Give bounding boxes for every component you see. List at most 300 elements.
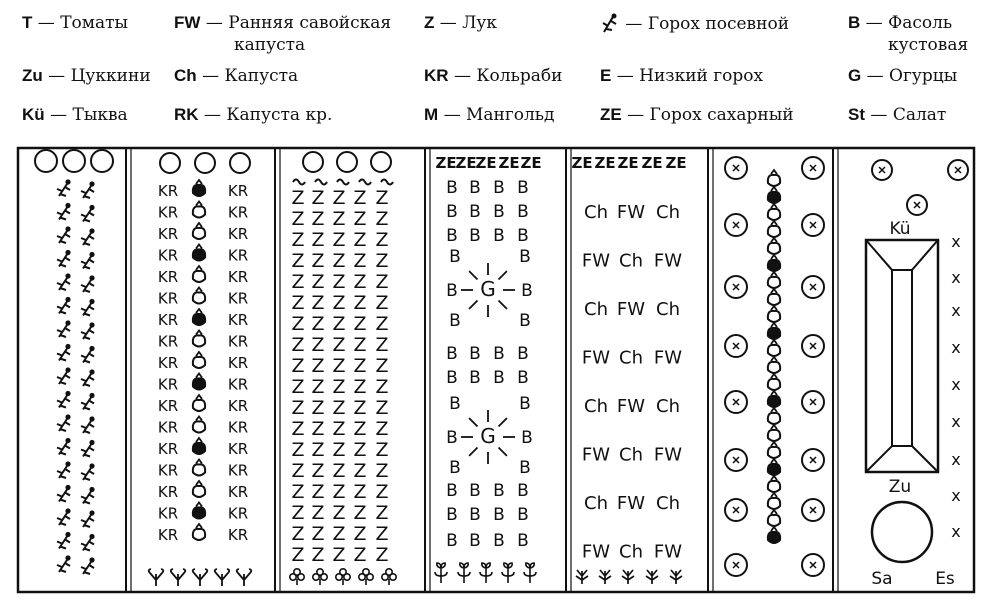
chard-icon bbox=[768, 340, 780, 356]
sprig-pod bbox=[89, 181, 94, 186]
chard-top bbox=[771, 221, 777, 225]
chard-top bbox=[196, 438, 202, 442]
bush-bean-label: B bbox=[469, 226, 481, 246]
pea-sprig-icon bbox=[81, 205, 95, 222]
cucumber-ray bbox=[469, 271, 477, 279]
onion-label: Z bbox=[332, 229, 346, 251]
kohlrabi-label: KR bbox=[227, 354, 249, 372]
sprig-pod bbox=[89, 228, 94, 233]
onion-label: Z bbox=[311, 544, 325, 566]
sprig-pod bbox=[89, 510, 94, 515]
onion-label: Z bbox=[291, 187, 305, 209]
onion-label: Z bbox=[291, 292, 305, 314]
onion-label: Z bbox=[375, 292, 389, 314]
lettuce-cross bbox=[810, 343, 816, 349]
onion-label: Z bbox=[353, 187, 367, 209]
chard-icon bbox=[768, 391, 780, 407]
chard-body bbox=[768, 379, 780, 390]
lettuce-cross bbox=[810, 507, 816, 513]
sprig-pod bbox=[89, 487, 94, 492]
bush-bean-label: B bbox=[517, 531, 529, 551]
chard-leaf-icon bbox=[336, 569, 350, 585]
kohlrabi-label: KR bbox=[227, 375, 249, 394]
onion-label: Z bbox=[375, 271, 389, 293]
onion-label: Z bbox=[311, 208, 325, 230]
onion-label: Z bbox=[291, 355, 305, 377]
cabbage-label: FW bbox=[653, 250, 683, 272]
zucchini-frame-outer bbox=[866, 240, 938, 472]
chard-top bbox=[771, 323, 777, 327]
sprout-icon bbox=[502, 563, 514, 583]
kohlrabi-label: KR bbox=[227, 332, 249, 351]
onion-label: Z bbox=[332, 460, 346, 482]
kohlrabi-label: KR bbox=[227, 461, 249, 480]
bush-bean-label: B bbox=[446, 178, 458, 198]
chard-top bbox=[771, 340, 777, 344]
onion-label: Z bbox=[332, 355, 346, 377]
onion-label: Z bbox=[311, 481, 325, 503]
leaf bbox=[336, 574, 342, 580]
bush-bean-label: B bbox=[493, 368, 505, 388]
cucumber-ray bbox=[499, 418, 507, 426]
chard-top bbox=[196, 223, 202, 227]
onion-label: Z bbox=[291, 229, 305, 251]
kohlrabi-label: KR bbox=[227, 182, 249, 200]
bush-bean-label: B bbox=[519, 311, 531, 331]
bush-bean-label: B bbox=[517, 202, 529, 222]
tomato-plant bbox=[35, 150, 57, 172]
onion-label: Z bbox=[311, 250, 325, 272]
legend-item-kohlrabi: KR — Кольраби bbox=[424, 66, 563, 86]
chard-body bbox=[768, 243, 780, 254]
chard-icon bbox=[768, 527, 780, 543]
chard-top bbox=[771, 357, 777, 361]
lettuce-icon bbox=[237, 569, 252, 586]
pea-sprig-icon bbox=[81, 416, 95, 433]
sprout-icon bbox=[480, 563, 492, 583]
lettuce-cross bbox=[810, 562, 816, 568]
chard-top bbox=[196, 481, 202, 485]
pea-sprig-icon bbox=[57, 461, 71, 478]
cucumber-label: G bbox=[480, 277, 496, 301]
chard-icon bbox=[193, 309, 205, 325]
onion-label: Z bbox=[291, 502, 305, 524]
leaf bbox=[321, 574, 327, 580]
seedling-stroke bbox=[670, 570, 682, 584]
seedling-icon bbox=[576, 570, 588, 584]
bush-bean-label: B bbox=[493, 344, 505, 364]
sugar-pea-label: ZE bbox=[641, 154, 663, 172]
sprig-pod bbox=[89, 346, 94, 351]
kohlrabi-label: KR bbox=[227, 418, 249, 437]
onion-label: Z bbox=[291, 271, 305, 293]
pea-sprig-icon bbox=[81, 228, 95, 245]
lettuce-bed-circle bbox=[872, 502, 932, 562]
tomato-plant bbox=[303, 152, 323, 172]
lettuce-cross bbox=[955, 167, 961, 173]
cucumber-mark: x bbox=[951, 412, 961, 431]
bush-bean-label: B bbox=[493, 505, 505, 525]
onion-label: Z bbox=[311, 229, 325, 251]
lettuce-cross bbox=[914, 202, 920, 208]
chard-icon bbox=[768, 493, 780, 509]
sugar-pea-label: ZE bbox=[455, 154, 477, 172]
leaf bbox=[298, 574, 304, 580]
pea-sprig-icon bbox=[81, 275, 95, 292]
chard-icon bbox=[768, 357, 780, 373]
onion-label: Z bbox=[332, 481, 346, 503]
cabbage-label: FW bbox=[653, 541, 683, 563]
lettuce-cross bbox=[879, 167, 885, 173]
seedling-stroke bbox=[622, 570, 634, 584]
chard-body bbox=[768, 532, 780, 543]
chard-icon bbox=[193, 417, 205, 433]
kohlrabi-label: KR bbox=[157, 203, 179, 222]
seedling-stroke bbox=[646, 570, 658, 584]
lettuce-stroke bbox=[149, 569, 164, 586]
onion-label: Z bbox=[375, 376, 389, 398]
pea-sprig-icon bbox=[57, 532, 71, 549]
pea-sprig-icon bbox=[57, 508, 71, 525]
cucumber-mark: x bbox=[951, 522, 961, 541]
chard-top bbox=[771, 442, 777, 446]
seedling-stroke bbox=[599, 570, 611, 584]
chard-icon bbox=[768, 323, 780, 339]
lettuce-cross bbox=[810, 222, 816, 228]
pea-sprig-icon bbox=[81, 181, 95, 198]
legend-item-low-pea: E — Низкий горох bbox=[600, 66, 764, 86]
sprout-stroke bbox=[435, 563, 447, 583]
cucumber-ray bbox=[499, 301, 507, 309]
chard-icon bbox=[768, 442, 780, 458]
chard-top bbox=[196, 524, 202, 528]
sprig-pod bbox=[65, 414, 70, 419]
leaf bbox=[313, 574, 319, 580]
pea-sprig-icon bbox=[57, 273, 71, 290]
bush-bean-label: B bbox=[517, 368, 529, 388]
pea-sprig-icon bbox=[81, 440, 95, 457]
seedling-icon bbox=[622, 570, 634, 584]
chard-body bbox=[193, 249, 205, 260]
onion-label: Z bbox=[353, 334, 367, 356]
kohlrabi-label: KR bbox=[157, 504, 179, 523]
chard-top bbox=[771, 170, 777, 174]
sprig-pod bbox=[65, 203, 70, 208]
onion-label: Z bbox=[375, 355, 389, 377]
onion-label: Z bbox=[375, 439, 389, 461]
kohlrabi-label: KR bbox=[157, 332, 179, 351]
tomato-plant bbox=[63, 150, 85, 172]
legend-item-tomatoes: T — Томаты bbox=[22, 13, 129, 33]
chard-body bbox=[193, 185, 205, 196]
legend-item-early-savoy: FW — Ранняя савойская капуста bbox=[174, 13, 392, 55]
chard-leaf-icon bbox=[313, 569, 327, 585]
chard-body bbox=[193, 292, 205, 303]
sprig-pod bbox=[89, 369, 94, 374]
chard-body bbox=[768, 413, 780, 424]
sprout-stroke bbox=[524, 563, 536, 583]
cabbage-label: Ch bbox=[619, 347, 643, 369]
pea-sprig-icon bbox=[57, 438, 71, 455]
chard-body bbox=[193, 271, 205, 282]
chard-body bbox=[768, 481, 780, 492]
bush-bean-label: B bbox=[446, 226, 458, 246]
kohlrabi-label: KR bbox=[157, 440, 179, 458]
onion-label: Z bbox=[353, 292, 367, 314]
pea-sprig-icon bbox=[81, 369, 95, 386]
cabbage-label: Ch bbox=[656, 202, 680, 223]
onion-label: Z bbox=[375, 208, 389, 230]
cucumber-mark: x bbox=[951, 486, 961, 505]
pea-sprig-icon bbox=[57, 555, 71, 572]
cabbage-label: FW bbox=[581, 347, 611, 369]
bush-bean-label: B bbox=[446, 505, 458, 525]
onion-label: Z bbox=[353, 418, 367, 440]
pea-sprig-icon bbox=[81, 510, 95, 527]
lettuce-sa-label: Sa bbox=[871, 569, 893, 589]
sprig-pod bbox=[65, 250, 70, 255]
onion-label: Z bbox=[375, 397, 389, 419]
onion-label: Z bbox=[375, 544, 389, 566]
onion-label: Z bbox=[375, 502, 389, 524]
onion-label: Z bbox=[332, 544, 346, 566]
onion-label: Z bbox=[311, 292, 325, 314]
sugar-pea-label: ZE bbox=[665, 154, 687, 172]
cabbage-label: Ch bbox=[619, 444, 643, 466]
bush-bean-label: B bbox=[469, 344, 481, 364]
bush-bean-label: B bbox=[521, 281, 533, 301]
cabbage-label: FW bbox=[616, 299, 646, 320]
chard-icon bbox=[193, 438, 205, 454]
chard-body bbox=[193, 378, 205, 389]
sprout-icon bbox=[524, 563, 536, 583]
pea-sprig-icon bbox=[57, 485, 71, 502]
chard-icon bbox=[768, 272, 780, 288]
chard-top bbox=[196, 503, 202, 507]
kohlrabi-label: KR bbox=[157, 375, 179, 394]
cucumber-ray bbox=[469, 448, 477, 456]
pea-sprig-icon bbox=[57, 320, 71, 337]
chard-body bbox=[193, 228, 205, 239]
chard-top bbox=[771, 204, 777, 208]
lettuce-stroke bbox=[215, 569, 230, 586]
pea-sprig-icon bbox=[81, 557, 95, 574]
kohlrabi-label: KR bbox=[157, 397, 179, 415]
chard-top bbox=[771, 255, 777, 259]
legend-item-sugar-pea: ZE — Горох сахарный bbox=[600, 105, 794, 125]
onion-label: Z bbox=[375, 250, 389, 272]
pea-sprig-icon bbox=[57, 297, 71, 314]
endive-es-label: Es bbox=[935, 569, 955, 589]
bush-bean-label: B bbox=[469, 178, 481, 198]
chard-icon bbox=[193, 180, 205, 196]
pea-sprig-icon bbox=[57, 179, 71, 196]
cabbage-label: FW bbox=[581, 541, 611, 563]
chard-body bbox=[768, 430, 780, 441]
leaf bbox=[367, 574, 373, 580]
cucumber-mark: x bbox=[951, 338, 961, 357]
chard-top bbox=[196, 288, 202, 292]
sprig-pod bbox=[89, 440, 94, 445]
chard-top bbox=[771, 493, 777, 497]
onion-label: Z bbox=[353, 250, 367, 272]
sugar-pea-label: ZE bbox=[475, 154, 497, 172]
bush-bean-label: B bbox=[446, 428, 458, 448]
onion-label: Z bbox=[332, 187, 346, 209]
cabbage-label: Ch bbox=[656, 299, 680, 320]
chard-icon bbox=[768, 289, 780, 305]
sprig-pod bbox=[89, 463, 94, 468]
chard-top bbox=[196, 374, 202, 378]
bed-1 bbox=[35, 150, 113, 574]
chard-body bbox=[768, 498, 780, 509]
chard-icon bbox=[193, 352, 205, 368]
chard-body bbox=[768, 311, 780, 322]
onion-label: Z bbox=[311, 313, 325, 335]
chard-top bbox=[771, 425, 777, 429]
lettuce-icon bbox=[149, 569, 164, 586]
chard-icon bbox=[768, 408, 780, 424]
sugar-pea-label: ZE bbox=[617, 154, 639, 172]
onion-label: Z bbox=[291, 481, 305, 503]
chard-body bbox=[768, 192, 780, 203]
bush-bean-label: B bbox=[493, 481, 505, 501]
kohlrabi-label: KR bbox=[227, 311, 249, 329]
cabbage-label: Ch bbox=[584, 202, 608, 223]
onion-label: Z bbox=[332, 292, 346, 314]
pea-sprig-icon bbox=[57, 226, 71, 243]
sprig-pod bbox=[89, 252, 94, 257]
bush-bean-label: B bbox=[493, 178, 505, 198]
chard-icon bbox=[193, 245, 205, 261]
kohlrabi-label: KR bbox=[227, 203, 249, 222]
sprig-pod bbox=[65, 344, 70, 349]
cucumber-label: G bbox=[480, 424, 496, 448]
chard-body bbox=[768, 294, 780, 305]
bush-bean-label: B bbox=[449, 394, 461, 414]
cucumber-mark: x bbox=[951, 232, 961, 251]
sugar-pea-label: ZE bbox=[571, 154, 593, 172]
low-pea-icon bbox=[337, 180, 349, 185]
lettuce-stroke bbox=[193, 569, 208, 586]
low-pea-icon bbox=[315, 180, 327, 185]
lettuce-cross bbox=[810, 457, 816, 463]
chard-icon bbox=[768, 459, 780, 475]
onion-label: Z bbox=[291, 208, 305, 230]
onion-label: Z bbox=[291, 439, 305, 461]
sugar-pea-label: ZE bbox=[435, 154, 457, 172]
cucumber-mark: x bbox=[951, 375, 961, 394]
kohlrabi-label: KR bbox=[227, 289, 249, 308]
onion-label: Z bbox=[353, 313, 367, 335]
chard-top bbox=[771, 272, 777, 276]
cucumber-mark: x bbox=[951, 301, 961, 320]
cucumber-ray bbox=[499, 271, 507, 279]
sugar-pea-label: ZE bbox=[594, 154, 616, 172]
bush-bean-label: B bbox=[493, 202, 505, 222]
chard-body bbox=[768, 464, 780, 475]
onion-label: Z bbox=[353, 439, 367, 461]
cabbage-label: Ch bbox=[584, 299, 608, 320]
chard-top bbox=[196, 245, 202, 249]
chard-body bbox=[768, 515, 780, 526]
onion-label: Z bbox=[311, 523, 325, 545]
kohlrabi-label: KR bbox=[227, 504, 249, 523]
lettuce-icon bbox=[171, 569, 186, 586]
chard-icon bbox=[193, 503, 205, 519]
bush-bean-label: B bbox=[446, 202, 458, 222]
chard-icon bbox=[768, 306, 780, 322]
onion-label: Z bbox=[353, 355, 367, 377]
lettuce-cross bbox=[733, 165, 739, 171]
onion-label: Z bbox=[332, 313, 346, 335]
cucumber-ray bbox=[469, 418, 477, 426]
lettuce-stroke bbox=[237, 569, 252, 586]
lettuce-cross bbox=[733, 222, 739, 228]
onion-label: Z bbox=[311, 334, 325, 356]
kohlrabi-label: KR bbox=[157, 354, 179, 372]
bed-2 bbox=[149, 153, 252, 586]
sprig-pod bbox=[65, 297, 70, 302]
chard-top bbox=[771, 459, 777, 463]
kohlrabi-label: KR bbox=[157, 483, 179, 501]
pea-sprig-icon bbox=[81, 299, 95, 316]
onion-label: Z bbox=[375, 313, 389, 335]
sprig-pod bbox=[65, 461, 70, 466]
chard-leaf-icon bbox=[359, 569, 373, 585]
lettuce-cross bbox=[733, 284, 739, 290]
bush-bean-label: B bbox=[519, 394, 531, 414]
bush-bean-label: B bbox=[517, 481, 529, 501]
sprig-pod bbox=[65, 367, 70, 372]
kohlrabi-label: KR bbox=[157, 311, 179, 329]
legend-item-red-cabbage: RK — Капуста кр. bbox=[174, 105, 333, 125]
chard-top bbox=[196, 460, 202, 464]
kohlrabi-label: KR bbox=[227, 483, 249, 501]
leaf bbox=[344, 574, 350, 580]
lettuce-cross bbox=[733, 399, 739, 405]
onion-label: Z bbox=[375, 334, 389, 356]
pea-sprig-icon bbox=[57, 250, 71, 267]
leaf bbox=[390, 574, 396, 580]
chard-body bbox=[193, 400, 205, 411]
chard-icon bbox=[768, 221, 780, 237]
sprig-pod bbox=[65, 320, 70, 325]
pea-sprig-icon bbox=[57, 367, 71, 384]
cucumber-ray bbox=[499, 448, 507, 456]
kohlrabi-label: KR bbox=[157, 246, 179, 265]
chard-body bbox=[768, 396, 780, 407]
onion-label: Z bbox=[375, 523, 389, 545]
chard-icon bbox=[768, 170, 780, 186]
pea-sprig-icon bbox=[81, 252, 95, 269]
pea-sprig-icon bbox=[81, 393, 95, 410]
onion-label: Z bbox=[353, 502, 367, 524]
bush-bean-label: B bbox=[517, 344, 529, 364]
onion-label: Z bbox=[291, 544, 305, 566]
chard-icon bbox=[768, 238, 780, 254]
lettuce-cross bbox=[733, 343, 739, 349]
kohlrabi-label: KR bbox=[227, 526, 249, 544]
pea-sprig-icon bbox=[81, 487, 95, 504]
legend-item-cucumber: G — Огурцы bbox=[848, 66, 958, 86]
chard-icon bbox=[768, 476, 780, 492]
sprig-pod bbox=[65, 485, 70, 490]
onion-label: Z bbox=[291, 523, 305, 545]
chard-body bbox=[768, 209, 780, 220]
chard-body bbox=[768, 226, 780, 237]
chard-body bbox=[768, 345, 780, 356]
